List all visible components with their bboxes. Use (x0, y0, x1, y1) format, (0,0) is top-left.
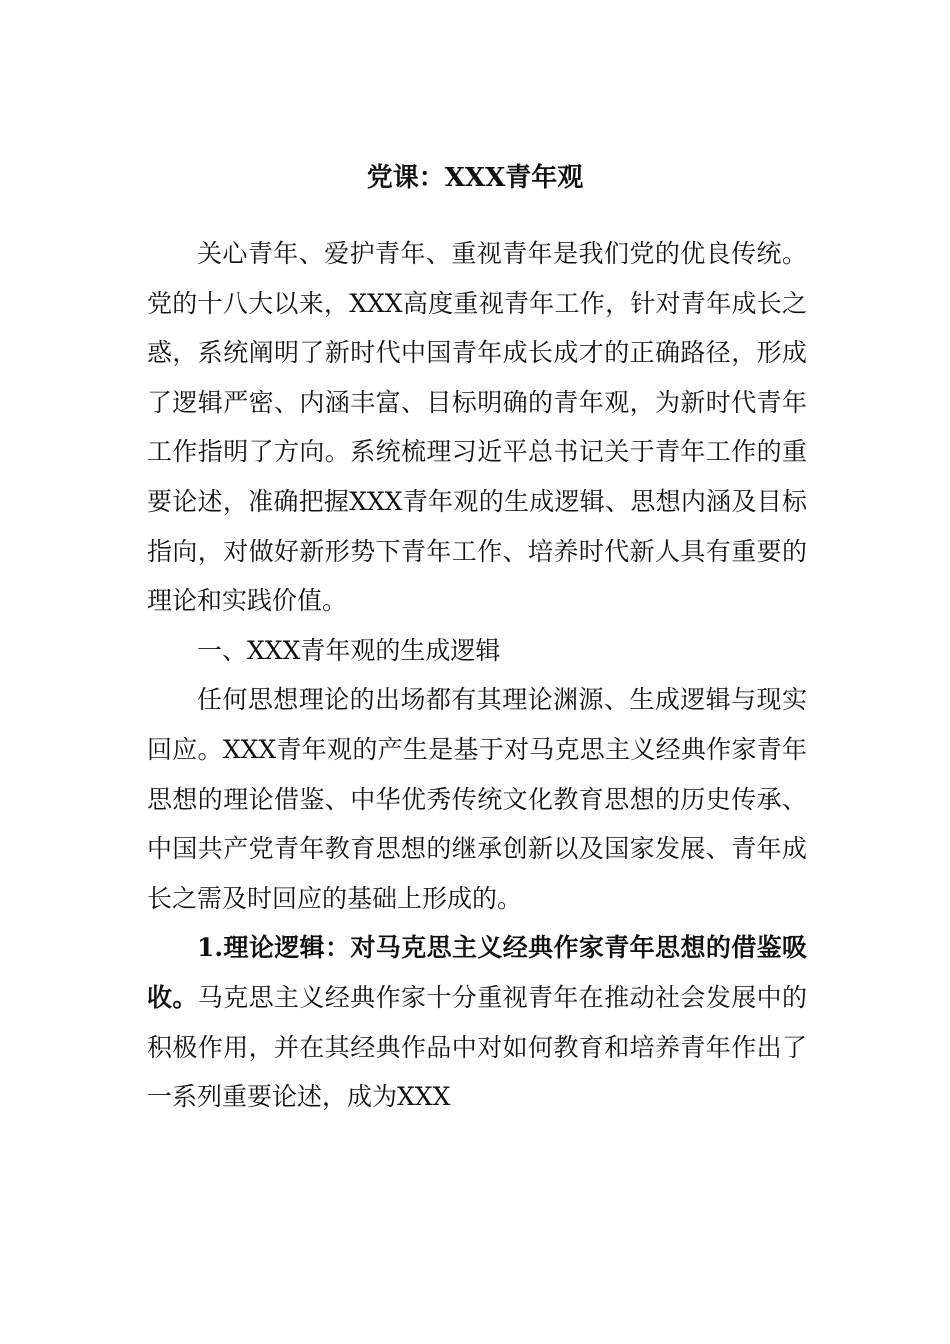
section-intro-paragraph: 任何思想理论的出场都有其理论渊源、生成逻辑与现实回应。XXX青年观的产生是基于对马克思主义经典作家青年思想的理论借鉴、中华优秀传统文化教育思想的历史传承、中国共产党青年教育思想的继承创新以及国家发展、青年成长之需及时回应的基础上形成的。 (147, 685, 807, 913)
point-1-paragraph (147, 923, 807, 1121)
document-title: 党课：XXX青年观 (366, 163, 584, 193)
document-body (147, 229, 807, 1122)
point-1-body: 马克思主义经典作家十分重视青年在推动社会发展中的积极作用，并在其经典作品中对如何教育和培养青年作出了一系列重要论述，成为XXX (147, 982, 807, 1112)
section-heading: 一、XXX青年观的生成逻辑 (197, 635, 501, 665)
point-1-heading: 1.理论逻辑：对马克思主义经典作家青年思想的借鉴吸收。 (147, 933, 807, 1012)
intro-paragraph: 关心青年、爱护青年、重视青年是我们党的优良传统。党的十八大以来，XXX高度重视青年工作，针对青年成长之惑，系统阐明了新时代中国青年成长成才的正确路径，形成了逻辑严密、内涵丰富、目标明确的青年观，为新时代青年工作指明了方向。系统梳理习近平总书记关于青年工作的重要论述，准确把握XXX青年观的生成逻辑、思想内涵及目标指向，对做好新形势下青年工作、培养时代新人具有重要的理论和实践价值。 (147, 239, 807, 616)
